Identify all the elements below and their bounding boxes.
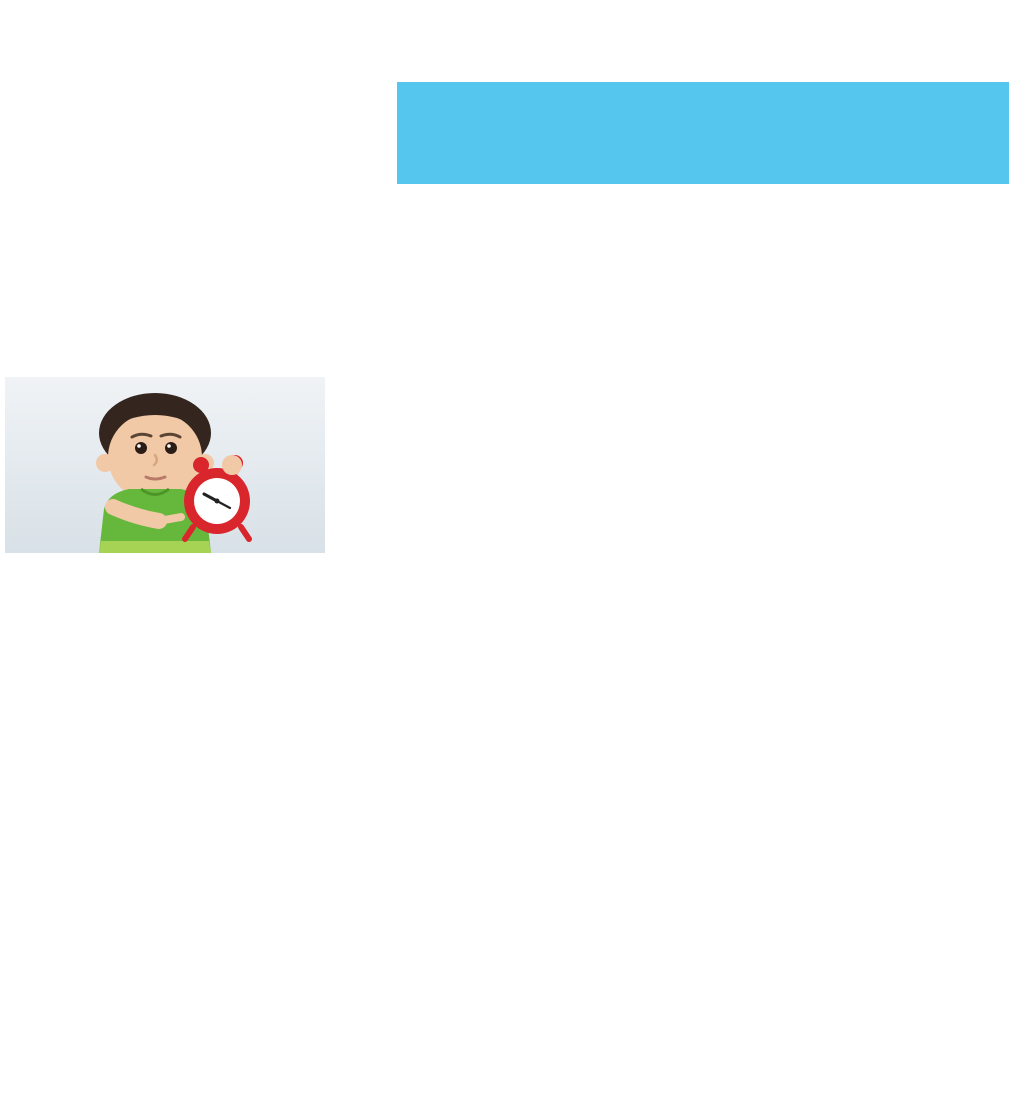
toddler-photo-illustration bbox=[5, 377, 325, 553]
eye-right bbox=[165, 442, 177, 454]
holding-hand bbox=[222, 455, 242, 475]
toddler-photo bbox=[5, 377, 325, 553]
crawling-babies-banner bbox=[397, 0, 1016, 184]
pointing-finger bbox=[159, 517, 181, 521]
eye-left bbox=[135, 442, 147, 454]
shirt-stripe bbox=[99, 541, 211, 553]
sky-band bbox=[397, 82, 1009, 184]
crawling-babies-illustration bbox=[397, 0, 1016, 184]
